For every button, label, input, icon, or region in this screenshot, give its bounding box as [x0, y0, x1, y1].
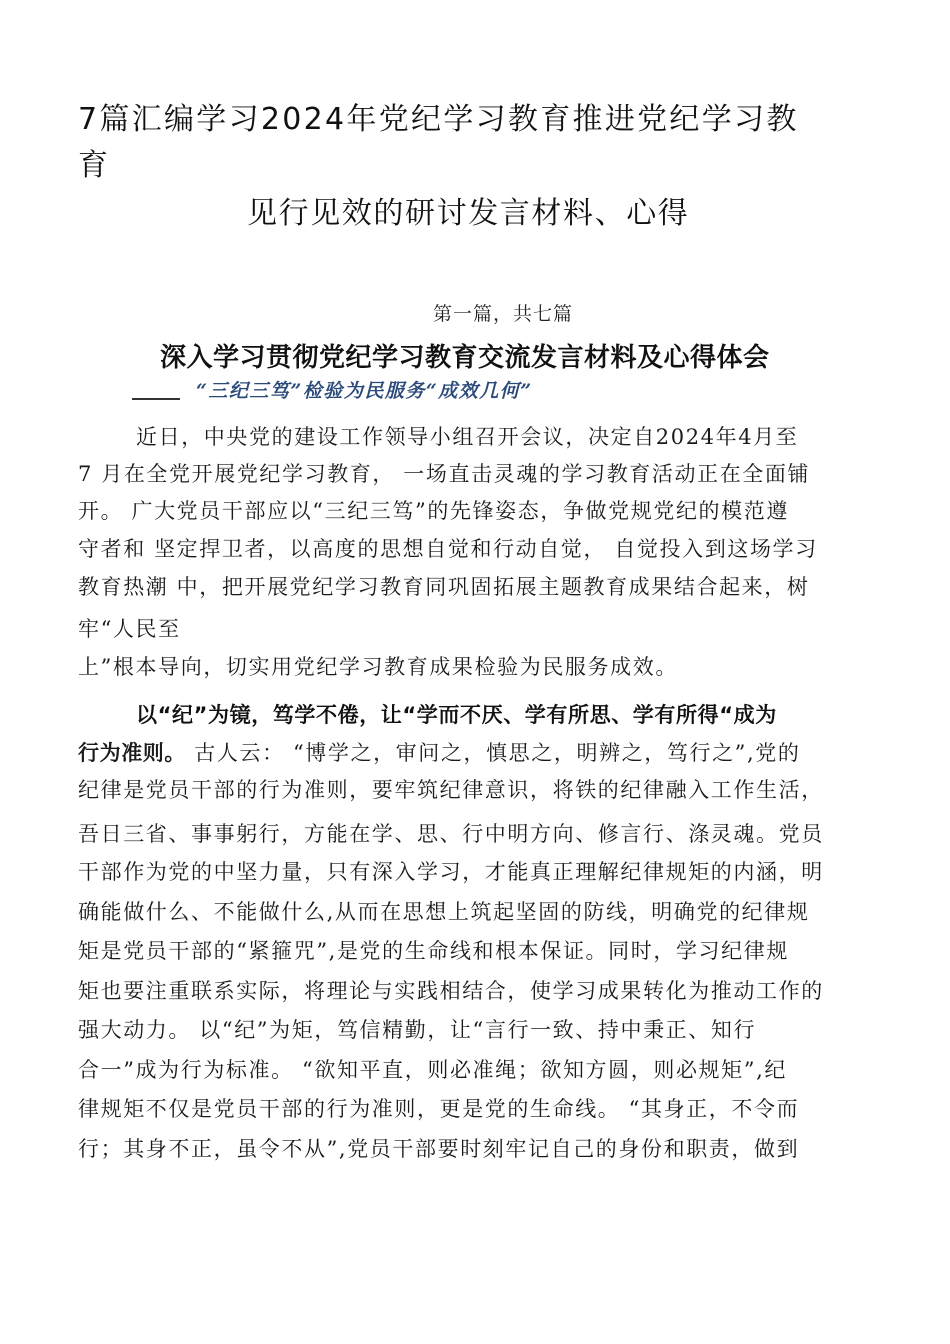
para1-line: 牢“人民至	[78, 617, 181, 641]
para2-bold-lead: 以“纪”为镜，笃学不倦，让“学而不厌、学有所思、学有所得“成为	[136, 703, 777, 727]
document-title-line1-wrap: 育	[78, 148, 111, 183]
section-heading: 深入学习贯彻党纪学习教育交流发言材料及心得体会	[160, 343, 770, 373]
section-subtitle: “三纪三笃”检验为民服务“成效几何”	[196, 380, 533, 402]
para1-line: 教育热潮 中，把开展党纪学习教育同巩固拓展主题教育成果结合起来，树	[78, 575, 810, 599]
document-title-line1: 7篇汇编学习2024年党纪学习教育推进党纪学习教	[78, 102, 799, 137]
para2-line: 行；其身不正，虽令不从”,党员干部要时刻牢记自己的身份和职责，做到	[78, 1137, 800, 1161]
para2-line2-rest: 古人云： “博学之，审问之，慎思之，明辨之，笃行之”,党的	[186, 741, 801, 765]
para2-line: 矩也要注重联系实际，将理论与实践相结合，使学习成果转化为推动工作的	[78, 979, 824, 1003]
para2-line: 干部作为党的中坚力量，只有深入学习，才能真正理解纪律规矩的内涵，明	[78, 860, 824, 884]
part-label: 第一篇，共七篇	[433, 303, 574, 325]
para1-line: 7 月在全党开展党纪学习教育， 一场直击灵魂的学习教育活动正在全面铺	[78, 462, 811, 486]
para1-line: 守者和 坚定捍卫者，以高度的思想自觉和行动自觉， 自觉投入到这场学习	[78, 537, 818, 561]
para2-line: 律规矩不仅是党员干部的行为准则，更是党的生命线。 “其身正，不令而	[78, 1097, 800, 1121]
para1-line: 开。 广大党员干部应以“三纪三笃”的先锋姿态，争做党规党纪的模范遵	[78, 499, 789, 523]
subtitle-dash	[132, 398, 180, 400]
para1-line: 上”根本导向，切实用党纪学习教育成果检验为民服务成效。	[78, 655, 678, 679]
para2-line: 纪律是党员干部的行为准则，要牢筑纪律意识，将铁的纪律融入工作生活，	[78, 778, 824, 802]
para2-line: 矩是党员干部的“紧箍咒”,是党的生命线和根本保证。同时，学习纪律规	[78, 939, 789, 963]
para1-line: 近日，中央党的建设工作领导小组召开会议，决定自2024年4月至	[136, 425, 799, 449]
para2-line: 吾日三省、事事躬行，方能在学、思、行中明方向、修言行、涤灵魂。党员	[78, 822, 824, 846]
para2-line2	[78, 737, 801, 767]
document-title-line2: 见行见效的研讨发言材料、心得	[247, 196, 690, 231]
para2-line: 合一”成为行为标准。 “欲知平直，则必准绳；欲知方圆，则必规矩”,纪	[78, 1058, 787, 1082]
para2-bold-lead-end: 行为准则。	[78, 741, 186, 765]
para2-line: 强大动力。 以“纪”为矩，笃信精勤，让“言行一致、持中秉正、知行	[78, 1018, 757, 1042]
para2-line: 确能做什么、不能做什么,从而在思想上筑起坚固的防线，明确党的纪律规	[78, 900, 810, 924]
